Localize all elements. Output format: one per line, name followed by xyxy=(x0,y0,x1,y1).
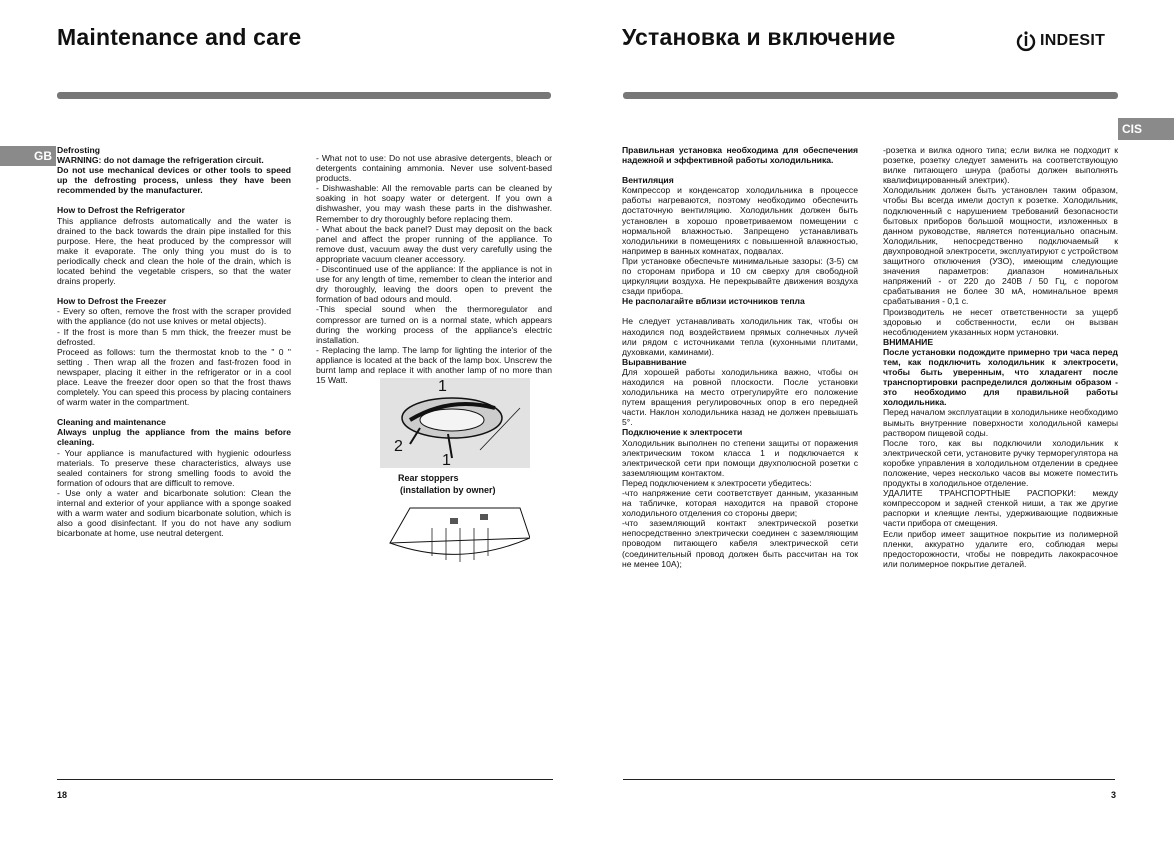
paragraph: -розетка и вилка одного типа; если вилка не подходит к розетке, розетку следует заменить на соответствующую вилке питающего шнура (работы должен выполнять квалифицированный электрик). xyxy=(883,145,1118,186)
paragraph: Перед подключением к электросети убедитесь: xyxy=(622,477,812,488)
paragraph: -This special sound when the thermoregulator and compressor are turned on is a normal state, which appears during the working process of the appliance's electric installation. xyxy=(316,304,552,345)
section-heading: WARNING: do not damage the refrigeration circuit. xyxy=(57,155,264,166)
paragraph-gap xyxy=(57,195,291,205)
page-title-left: Maintenance and care xyxy=(57,24,302,50)
paragraph: Перед началом эксплуатации в холодильнике необходимо вымыть внутренние поверхности холодильной камеры раствором пищевой соды. xyxy=(883,407,1118,438)
section-heading: Выравнивание xyxy=(622,356,687,367)
paragraph-gap xyxy=(622,165,858,175)
paragraph: Холодильник должен быть установлен таким образом, чтобы Вы всегда имели доступ к розетке. Холодильник, подключенный с нарушением требований безопасности бытовых приборов большой мощности, изложенных в данном руководстве, является потенциально опасным. Холодильник, непосредственно подключаемый к двухпроводной электросети, эксплуатируют с устройством защитного отключения (УЗО), имеющим следующие значения параметров: диапазон номинальных напряжений - от 220 до 240В / 50 Гц, с порогом срабатывания не более 30 мА, номинальное время срабатывания - 0,1 с. xyxy=(883,185,1118,307)
page-number-left: 18 xyxy=(57,790,68,800)
paragraph: - What about the back panel? Dust may deposit on the back panel and affect the proper running of the appliance. To remove dust, vacuum away the dust very carefully using the appropriate vacuum cleaner accessory. xyxy=(316,223,552,264)
paragraph: -что напряжение сети соответствует данным, указанным на табличке, которая находится на правой стороне холодильного отделения со стороны двери; xyxy=(622,488,858,519)
paragraph: - Dishwashable: All the removable parts can be cleaned by soaking in hot soapy water or detergent. If you own a dishwasher, you may wash these parts in the dishwasher. Remember to dry thoroughly before replacing them. xyxy=(316,183,552,224)
paragraph-gap xyxy=(57,407,291,417)
language-tab-cis: CIS xyxy=(1118,118,1174,140)
paragraph: -что заземляющий контакт электрической розетки непосредственно электрически соединен с заземляющим проводом питающего кабеля электрической сети (соединительный провод должен быть рассчитан на ток не менее 10А); xyxy=(622,518,858,569)
rear-stoppers-figure xyxy=(380,378,530,576)
paragraph: - Every so often, remove the frost with the scraper provided with the appliance (do not use knives or metal objects). xyxy=(57,306,291,327)
section-heading: Правильная установка необходима для обеспечения надежной и эффективной работы холодильника. xyxy=(622,145,858,166)
page-title-right: Установка и включение xyxy=(622,24,896,50)
paragraph: УДАЛИТЕ ТРАНСПОРТНЫЕ РАСПОРКИ: между компрессором и задней стенкой ниши, а так же другие распорки и клеящие ленты, удерживающие подвижные части прибора от смещения. xyxy=(883,488,1118,529)
paragraph: This appliance defrosts automatically and the water is drained to the back towards the drain pipe installed for this purpose. Here, the heat produced by the compressor will make it evaporate. The only thing you must do is to periodically check and clean the hole of the drain, which is located behind the vegetable crispers, so that the water drains properly. xyxy=(57,215,291,287)
paragraph: - Your appliance is manufactured with hygienic odourless materials. To preserve these characteristics, always use sealed containers for strong smelling foods to avoid the formation of odours that are difficult to remove. xyxy=(57,447,291,488)
indesit-logo xyxy=(1016,30,1105,52)
figure-step-1-bottom: 1 xyxy=(442,452,451,469)
paragraph: После того, как вы подключили холодильник к электрической сети, установите ручку терморегулятора на коробке управления в холодильном отделении в среднее положение, через несколько часов вы можете поместить продукты в холодильное отделение. xyxy=(883,437,1118,489)
section-heading: How to Defrost the Freezer xyxy=(57,296,167,307)
header-bar-left xyxy=(57,92,551,99)
paragraph-gap xyxy=(57,286,291,296)
paragraph-gap xyxy=(622,306,858,316)
paragraph: Если прибор имеет защитное покрытие из полимерной пленки, аккуратно удалите его, соблюдая меры предосторожности, чтобы не повредить лакокрасочное или полимерное покрытие деталей. xyxy=(883,528,1118,569)
section-heading: После установки подождите примерно три часа перед тем, как подключить холодильник к электросети, чтобы быть уверенным, что хладагент после транспортировки распределился должным образом - это необходимо для правильной работы холодильника. xyxy=(883,346,1118,408)
right-column-1 xyxy=(622,145,858,569)
footer-line-right xyxy=(623,779,1115,780)
header-bar-right xyxy=(623,92,1118,99)
indesit-logo-icon xyxy=(1016,30,1036,52)
paragraph: - Discontinued use of the appliance: If the appliance is not in use for any length of time, remember to clean the interior and dry thoroughly, leaving the doors open to prevent the formation of bad odours and mould. xyxy=(316,264,552,305)
paragraph: Proceed as follows: turn the thermostat knob to the " 0 " setting . Then wrap all the frozen and fast-frozen food in newspaper, placing it either in the refrigerator or in a cool place. Leave the freezer door open so that the frost thaws completely. You can speed this process by placing containers of warm water in the compartment. xyxy=(57,346,291,408)
left-column-1 xyxy=(57,145,291,538)
section-heading: Cleaning and maintenance xyxy=(57,417,166,428)
figure-step-1-top: 1 xyxy=(438,378,447,395)
footer-line-left xyxy=(57,779,553,780)
paragraph: Не следует устанавливать холодильник так, чтобы он находился под воздействием прямых солнечных лучей или рядом с источниками тепла (кухонными плитами, духовками, каминами). xyxy=(622,316,858,357)
paragraph: - What not to use: Do not use abrasive detergents, bleach or detergents containing ammonia. Never use solvent-based products. xyxy=(316,153,552,184)
section-heading: Always unplug the appliance from the mains before cleaning. xyxy=(57,427,291,448)
section-heading: Do not use mechanical devices or other tools to speed up the defrosting process, unless they have been recommended by the manufacturer. xyxy=(57,165,291,196)
brand-name: INDESIT xyxy=(1040,32,1106,49)
section-heading: Defrosting xyxy=(57,145,100,155)
section-heading: Не располагайте вблизи источников тепла xyxy=(622,296,805,307)
figure-caption-rear-stoppers: Rear stoppers xyxy=(398,473,459,483)
paragraph: Холодильник выполнен по степени защиты от поражения электрическим током класса 1 и подключается к электрической сети при помощи двухполюсной розетки с заземляющим контактом. xyxy=(622,437,858,478)
paragraph: - Replacing the lamp. The lamp for lighting the interior of the appliance is located at the back of the lamp box. Unscrew the burnt lamp and replace it with another lamp of no more than 15 Watt. xyxy=(316,344,552,386)
section-heading: How to Defrost the Refrigerator xyxy=(57,205,185,216)
paragraph: Производитель не несет ответственности за ущерб здоровью и собственности, если он вызван несоблюдением указанных норм установки. xyxy=(883,306,1118,337)
section-heading: Подключение к электросети xyxy=(622,427,743,438)
right-column-2 xyxy=(883,145,1118,569)
paragraph: При установке обеспечьте минимальные зазоры: (3-5) см по сторонам прибора и 10 см сверху для свободной циркуляции воздуха. Не перекрывайте движения воздуха сзади прибора. xyxy=(622,255,858,297)
figure-caption-installation: (installation by owner) xyxy=(400,485,496,495)
figure-step-2: 2 xyxy=(394,438,403,455)
section-heading: Вентиляция xyxy=(622,175,674,186)
page-number-right: 3 xyxy=(1111,790,1117,800)
paragraph: - If the frost is more than 5 mm thick, the freezer must be defrosted. xyxy=(57,326,291,347)
paragraph: Для хорошей работы холодильника важно, чтобы он находился на ровной плоскости. После установки холодильника на место отрегулируйте его положение путем вращения регулировочных опор в его передней части. Наклон холодильника назад не должен превышать 5°. xyxy=(622,366,858,428)
language-tab-gb: GB xyxy=(0,146,56,166)
left-column-2 xyxy=(316,153,552,385)
section-heading: ВНИМАНИЕ xyxy=(883,336,934,347)
paragraph: - Use only a water and bicarbonate solution: Clean the internal and exterior of your appliance with a sponge soaked with a warm water and sodium bicarbonate solution, which is also a good disinfectant. If you do not have any sodium bicarbonate at home, use neutral detergent. xyxy=(57,487,291,539)
paragraph: Компрессор и конденсатор холодильника в процессе работы нагреваются, поэтому необходимо обеспечить достаточную вентиляцию. Холодильник должен быть установлен в хорошо проветриваемом помещении с нормальной влажностью. Запрещено устанавливать холодильники в помещениях с повышенной влажностью, например в ванных комнатах, подвалах. xyxy=(622,185,858,256)
